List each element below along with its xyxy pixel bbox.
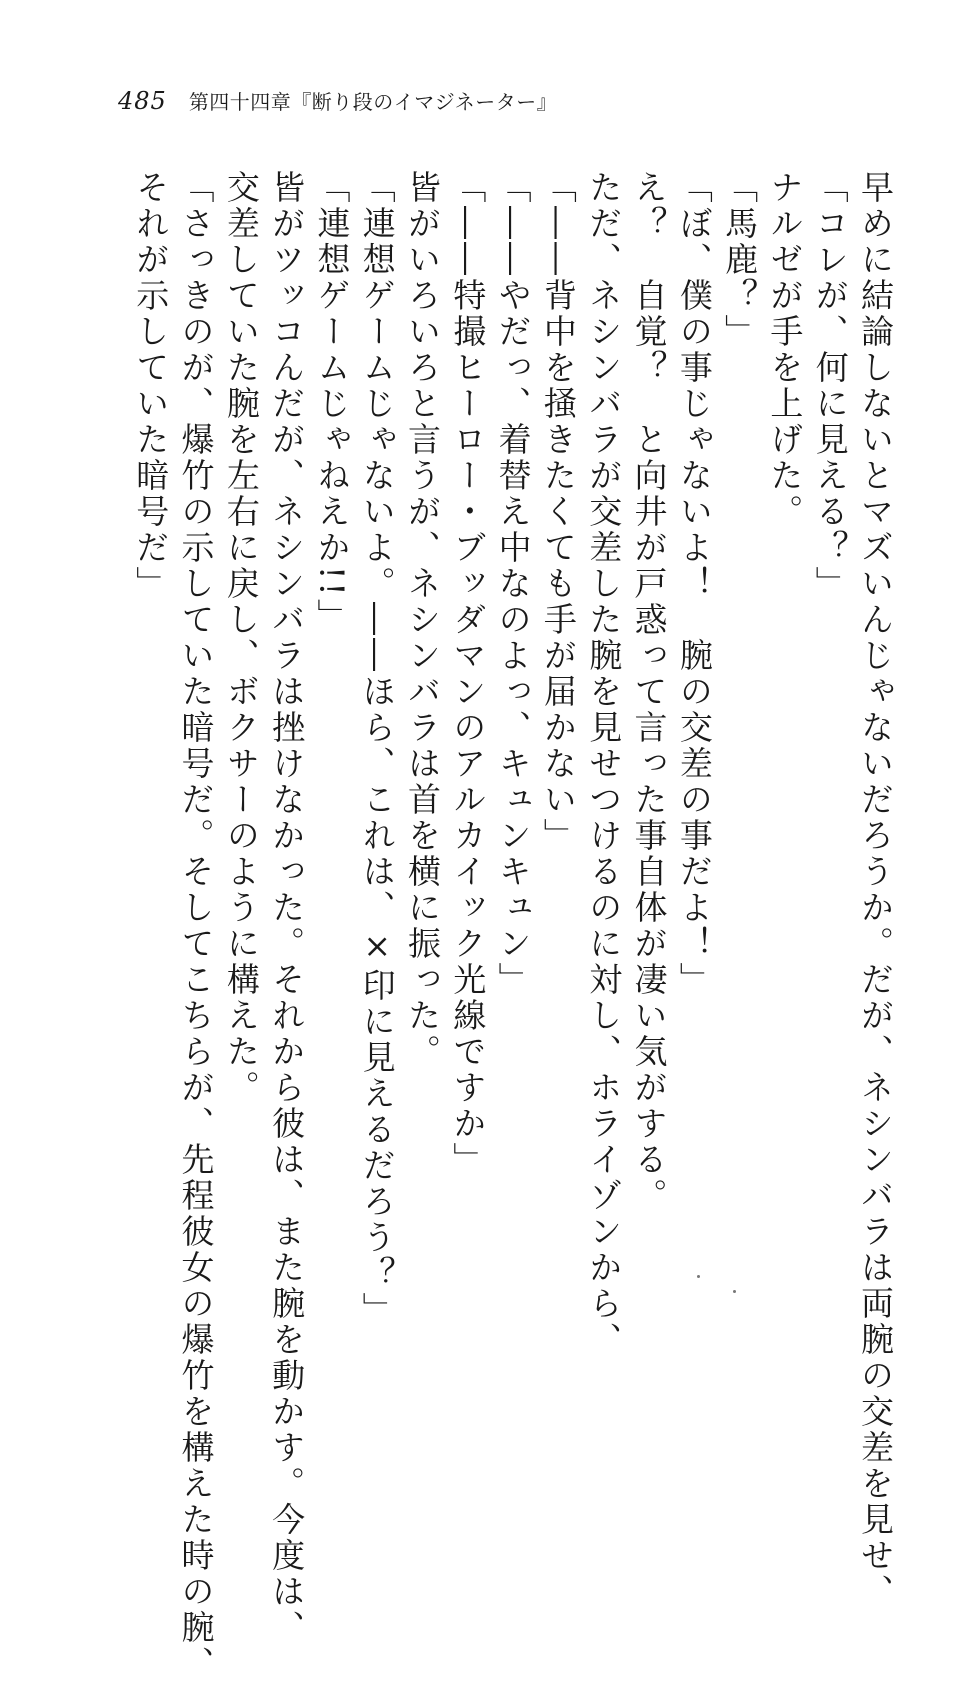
text-line: 皆がツッコんだが、ネシンバラは挫けなかった。それから彼は、また腕を動かす。今度は、 [267,170,307,1646]
text-line: ただ、ネシンバラが交差した腕を見せつけるのに対し、ホライゾンから、 [584,170,624,1358]
text-line: 「――やだっ、着替え中なのよっ、キュンキュン」 [493,170,533,998]
text-line: 「――背中を掻きたくても手が届かない」 [538,170,578,854]
text-line: 「連想ゲームじゃないよ。――ほら、これは、×印に見えるだろう？」 [357,170,397,1328]
scan-speck [697,1275,700,1278]
text-line: それが示していた暗号だ」 [131,170,171,602]
text-line: 交差していた腕を左右に戻し、ボクサーのように構えた。 [221,170,261,1106]
text-line: 「さっきのが、爆竹の示していた暗号だ。そしてこちらが、先程彼女の爆竹を構えた時の腕、 [176,170,216,1682]
text-line: 「馬鹿？」 [720,170,760,350]
text-line: 「連想ゲームじゃねえか!!」 [312,170,352,635]
text-line: 「――特撮ヒーロー・ブッダマンのアルカイック光線ですか」 [448,170,488,1178]
body-text [128,170,898,1682]
text-line: 「ぼ、僕の事じゃないよ！ 腕の交差の事だよ！」 [674,170,714,998]
chapter-title: 第四十四章『断り段のイマジネーター』 [188,90,558,114]
text-line: ナルゼが手を上げた。 [765,170,805,530]
page-header [118,86,557,115]
text-line: 「コレが、何に見える？」 [810,170,850,602]
text-line: え？ 自覚？ と向井が戸惑って言った事自体が凄い気がする。 [629,170,669,1214]
scan-speck [733,1290,736,1293]
text-line: 皆がいろいろと言うが、ネシンバラは首を横に振った。 [403,170,443,1070]
text-line: 早めに結論しないとマズいんじゃないだろうか。だが、ネシンバラは両腕の交差を見せ、 [856,170,895,1610]
page-number: 485 [118,87,167,115]
